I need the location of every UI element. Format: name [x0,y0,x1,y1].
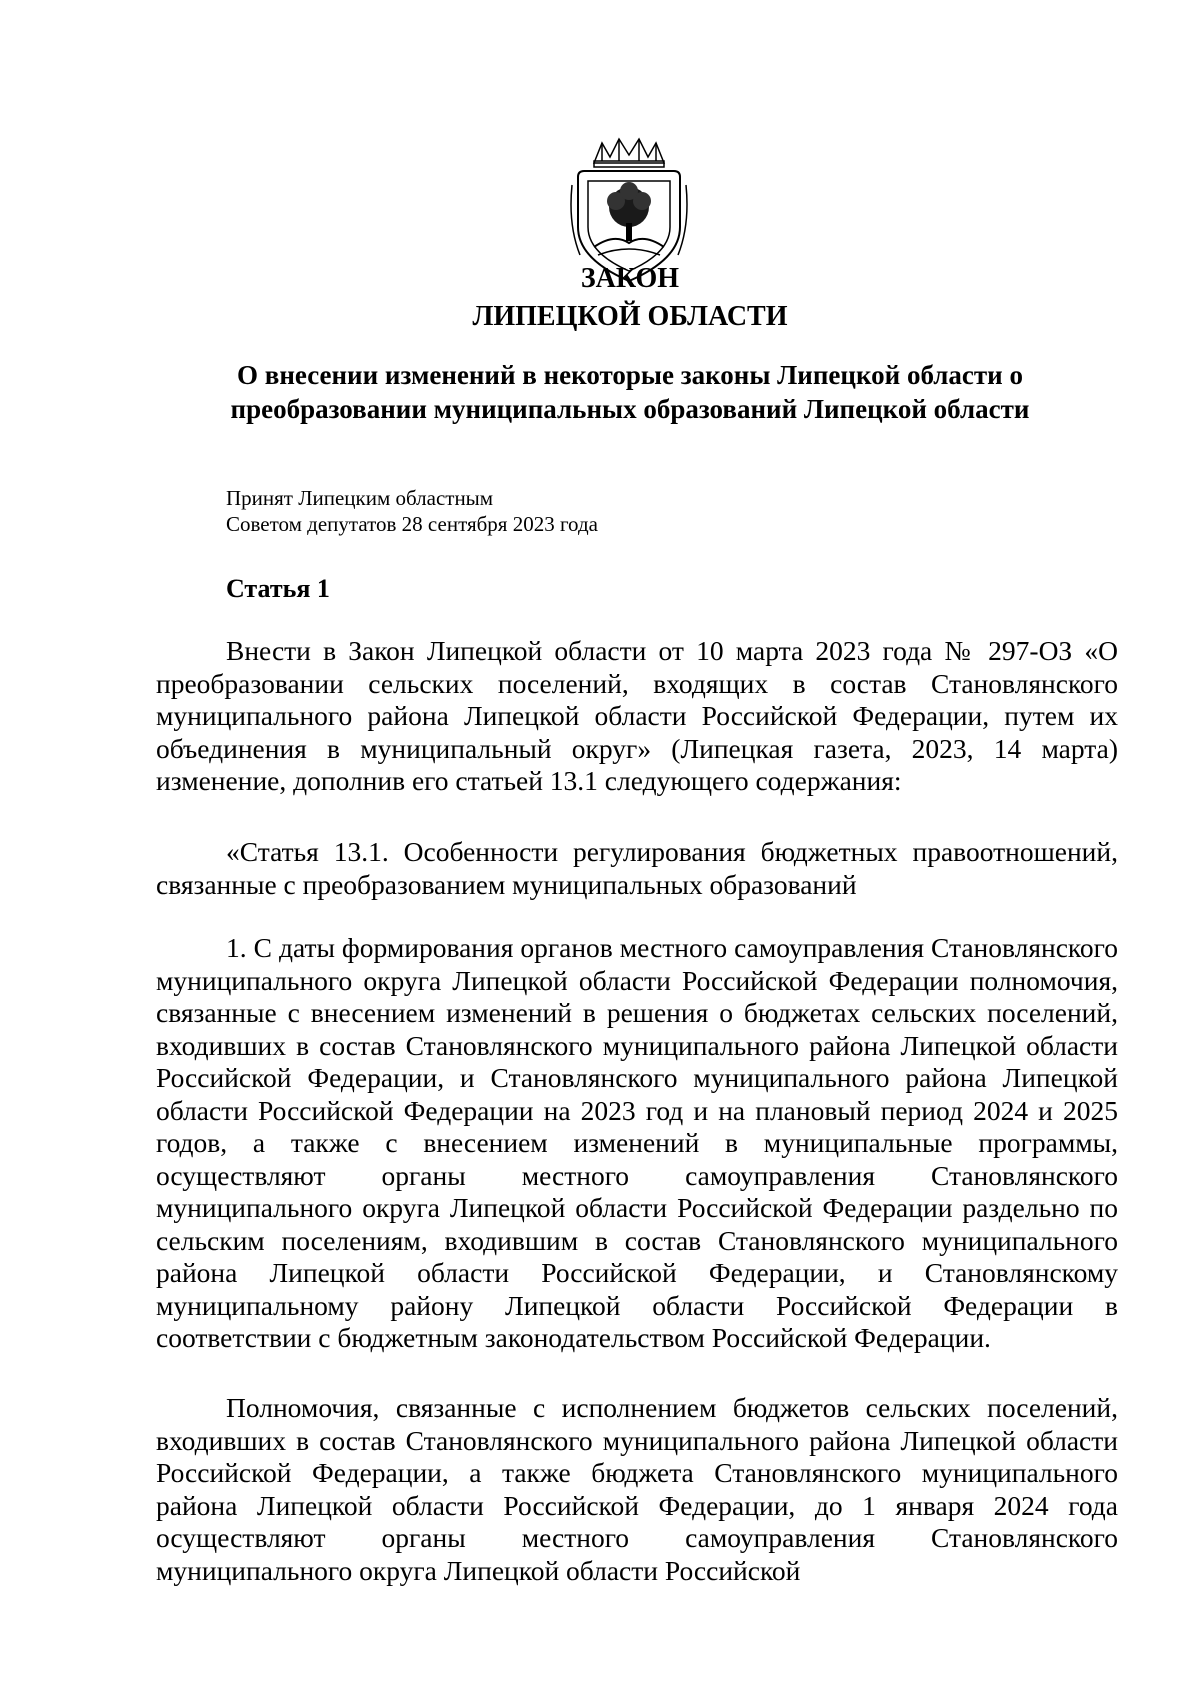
adoption-line-2: Советом депутатов 28 сентября 2023 года [226,512,598,536]
body-paragraph: Внести в Закон Липецкой области от 10 марта 2023 года № 297-ОЗ «О преобразовании сельских поселений, входящих в состав Становлянского муниципального района Липецкой области Российской Федерации, путем их объединения в муниципальный округ» (Липецкая газета, 2023, 14 марта) изменение, дополнив его статьей 13.1 следующего содержания: [156,635,1118,796]
title-line-1: ЗАКОН [580,263,680,294]
adoption-note [226,485,598,537]
body-paragraph: «Статья 13.1. Особенности регулирования бюджетных правоотношений, связанные с преобразованием муниципальных образований [156,836,1118,900]
title-line-2: ЛИПЕЦКОЙ ОБЛАСТИ [472,301,788,332]
body-paragraph: 1. С даты формирования органов местного самоуправления Становлянского муниципального округа Липецкой области Российской Федерации полномочия, связанные с внесением изменений в решения о бюджетах сельских поселений, входивших в состав Становлянского муниципального района Липецкой области Российской Федерации, и Становлянского муниципального района Липецкой области Российской Федерации на 2023 год и на плановый период 2024 и 2025 годов, а также с внесением изменений в муниципальные программы, осуществляют органы местного самоуправления Становлянского муниципального округа Липецкой области Российской Федерации раздельно по сельским поселениям, входившим в состав Становлянского муниципального района Липецкой области Российской Федерации, и Становлянскому муниципальному району Липецкой области Российской Федерации в соответствии с бюджетным законодательством Российской Федерации. [156,932,1118,1353]
body-paragraph: Полномочия, связанные с исполнением бюджетов сельских поселений, входивших в состав Становлянского муниципального района Липецкой области Российской Федерации, а также бюджета Становлянского муниципального района Липецкой области Российской Федерации, до 1 января 2024 года осуществляют органы местного самоуправления Становлянского муниципального округа Липецкой области Российской [156,1392,1118,1586]
adoption-line-1: Принят Липецким областным [226,486,494,510]
article-heading: Статья 1 [226,574,330,603]
document-title [150,260,1110,336]
document-subtitle: О внесении изменений в некоторые законы Липецкой области о преобразовании муниципальных образований Липецкой области [230,360,1030,424]
